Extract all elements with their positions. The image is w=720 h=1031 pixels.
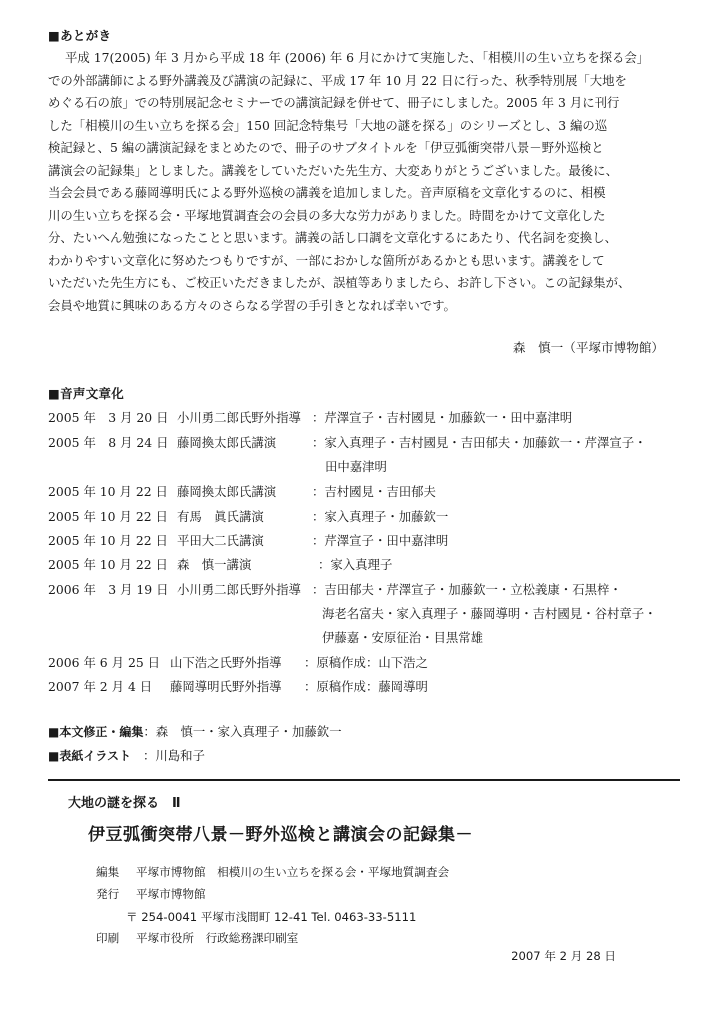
record-names-continued: 海老名富夫・家入真理子・藤岡導明・吉村國見・谷村章子・ xyxy=(322,606,657,621)
record-lecture: 山下浩之氏野外指導 xyxy=(170,655,282,670)
publication-date: 2007 年 2 月 28 日 xyxy=(511,949,616,963)
afterword-signature: 森 慎一（平塚市博物館） xyxy=(512,340,664,355)
afterword-line: わかりやすい文章化に努めたつもりですが、一部におかしな箇所があるかとも思います。講義をして xyxy=(48,252,605,268)
afterword-line: した「相模川の生い立ちを探る会」150 回記念特集号「大地の謎を探る」のシリーズとし、3 編の巡 xyxy=(48,117,608,133)
record-names: ：家入真理子・吉村國見・吉田郁夫・加藤欽一・芹澤宣子・ xyxy=(312,435,647,450)
afterword-paragraph xyxy=(48,47,688,317)
cover-credit xyxy=(48,746,205,764)
record-names: ：芹澤宣子・田中嘉津明 xyxy=(312,533,449,548)
record-date: 2005 年 10 月 22 日 xyxy=(48,509,168,524)
record-names: ：家入真理子・加藤欽一 xyxy=(312,509,449,524)
afterword-line: 会員や地質に興味のある方々のさらなる学習の手引きとなれば幸いです。 xyxy=(48,297,456,313)
record-date: 2006 年 3 月 19 日 xyxy=(48,582,169,597)
record-lecture: 藤岡換太郎氏講演 xyxy=(177,435,277,450)
afterword-line: めぐる石の旅」での特別展記念セミナーでの講演記録を併せて、冊子にしました。2005 年 3 月に刊行 xyxy=(48,95,620,110)
publisher-label: 発行 xyxy=(96,887,120,901)
editing-label: ■本文修正・編集 xyxy=(48,725,144,739)
record-lecture: 小川勇二郎氏野外指導 xyxy=(177,410,301,425)
divider xyxy=(48,779,680,781)
record-date: 2005 年 10 月 22 日 xyxy=(48,484,168,499)
transcription-heading: ■音声文章化 xyxy=(48,386,125,401)
afterword-line: 当会会員である藤岡導明氏による野外巡検の講義を追加しました。音声原稿を文章化するのに、相模 xyxy=(48,185,606,200)
afterword-line: いただいた先生方にも、ご校正いただきましたが、誤植等ありましたら、お許し下さい。この記録集が、 xyxy=(48,275,631,290)
afterword-line: 検記録と、5 編の講演記録をまとめたので、冊子のサブタイトルを「伊豆弧衝突帯八景－野外巡検と xyxy=(48,140,604,155)
record-lecture: 小川勇二郎氏野外指導 xyxy=(177,582,301,597)
record-names-continued: 伊藤嘉・安原征治・目黒常雄 xyxy=(322,630,484,645)
editor-line xyxy=(96,864,449,880)
editing-credit xyxy=(48,722,342,740)
record-lecture: 藤岡導明氏野外指導 xyxy=(170,679,282,694)
editor-label: 編集 xyxy=(96,865,120,879)
publisher-line xyxy=(96,886,206,902)
book-title: 伊豆弧衝突帯八景－野外巡検と講演会の記録集－ xyxy=(88,825,473,845)
afterword-heading: ■あとがき xyxy=(48,28,112,43)
record-names: ：原稿作成：藤岡導明 xyxy=(304,679,428,694)
afterword-line: での外部講師による野外講義及び講演の記録に、平成 17 年 10 月 22 日に行った、秋季特別展「大地を xyxy=(48,72,627,88)
record-names: ：家入真理子 xyxy=(318,557,393,572)
record-names: ：吉村國見・吉田郁夫 xyxy=(312,484,436,499)
record-names: ：芹澤宣子・吉村國見・加藤欽一・田中嘉津明 xyxy=(312,410,573,425)
record-date: 2005 年 3 月 20 日 xyxy=(48,410,169,425)
record-lecture: 平田大二氏講演 xyxy=(177,533,264,548)
publisher-value: 平塚市博物館 xyxy=(136,887,206,901)
record-date: 2005 年 10 月 22 日 xyxy=(48,533,168,548)
record-names-continued: 田中嘉津明 xyxy=(325,459,387,474)
record-date: 2007 年 2 月 4 日 xyxy=(48,679,153,694)
publisher-address: 〒 254-0041 平塚市浅間町 12-41 Tel. 0463-33-5111 xyxy=(126,910,417,924)
afterword-line: 分、たいへん勉強になったことと思います。講義の話し口調を文章化するにあたり、代名詞を変換し、 xyxy=(48,230,617,245)
record-lecture: 藤岡換太郎氏講演 xyxy=(177,484,277,499)
record-lecture: 有馬 眞氏講演 xyxy=(177,509,264,524)
record-names: ：原稿作成：山下浩之 xyxy=(304,655,428,670)
record-lecture: 森 慎一講演 xyxy=(177,557,252,572)
record-names: ：吉田郁夫・芹澤宣子・加藤欽一・立松義康・石黒梓・ xyxy=(312,582,622,597)
cover-label: ■表紙イラスト xyxy=(48,749,131,763)
series-title: 大地の謎を探る Ⅱ xyxy=(68,796,181,811)
afterword-line: 川の生い立ちを探る会・平塚地質調査会の会員の多大な労力がありました。時間をかけて文章化した xyxy=(48,207,606,223)
record-date: 2005 年 10 月 22 日 xyxy=(48,557,168,572)
printer-label: 印刷 xyxy=(96,931,120,945)
afterword-line: 講演会の記録集」としました。講義をしていただいた先生方、大変ありがとうございました。最後に、 xyxy=(48,162,618,178)
cover-value: ：川島和子 xyxy=(142,748,205,763)
editing-value: ：森 慎一・家入真理子・加藤欽一 xyxy=(143,724,342,739)
editor-value: 平塚市博物館 相模川の生い立ちを探る会・平塚地質調査会 xyxy=(136,865,450,879)
record-date: 2006 年 6 月 25 日 xyxy=(48,655,161,670)
afterword-line: 平成 17(2005) 年 3 月から平成 18 年 (2006) 年 6 月にかけて実施した、「相模川の生い立ちを探る会」 xyxy=(65,50,650,65)
printer-line xyxy=(96,930,298,946)
printer-value: 平塚市役所 行政総務課印刷室 xyxy=(136,931,299,945)
record-date: 2005 年 8 月 24 日 xyxy=(48,435,169,450)
